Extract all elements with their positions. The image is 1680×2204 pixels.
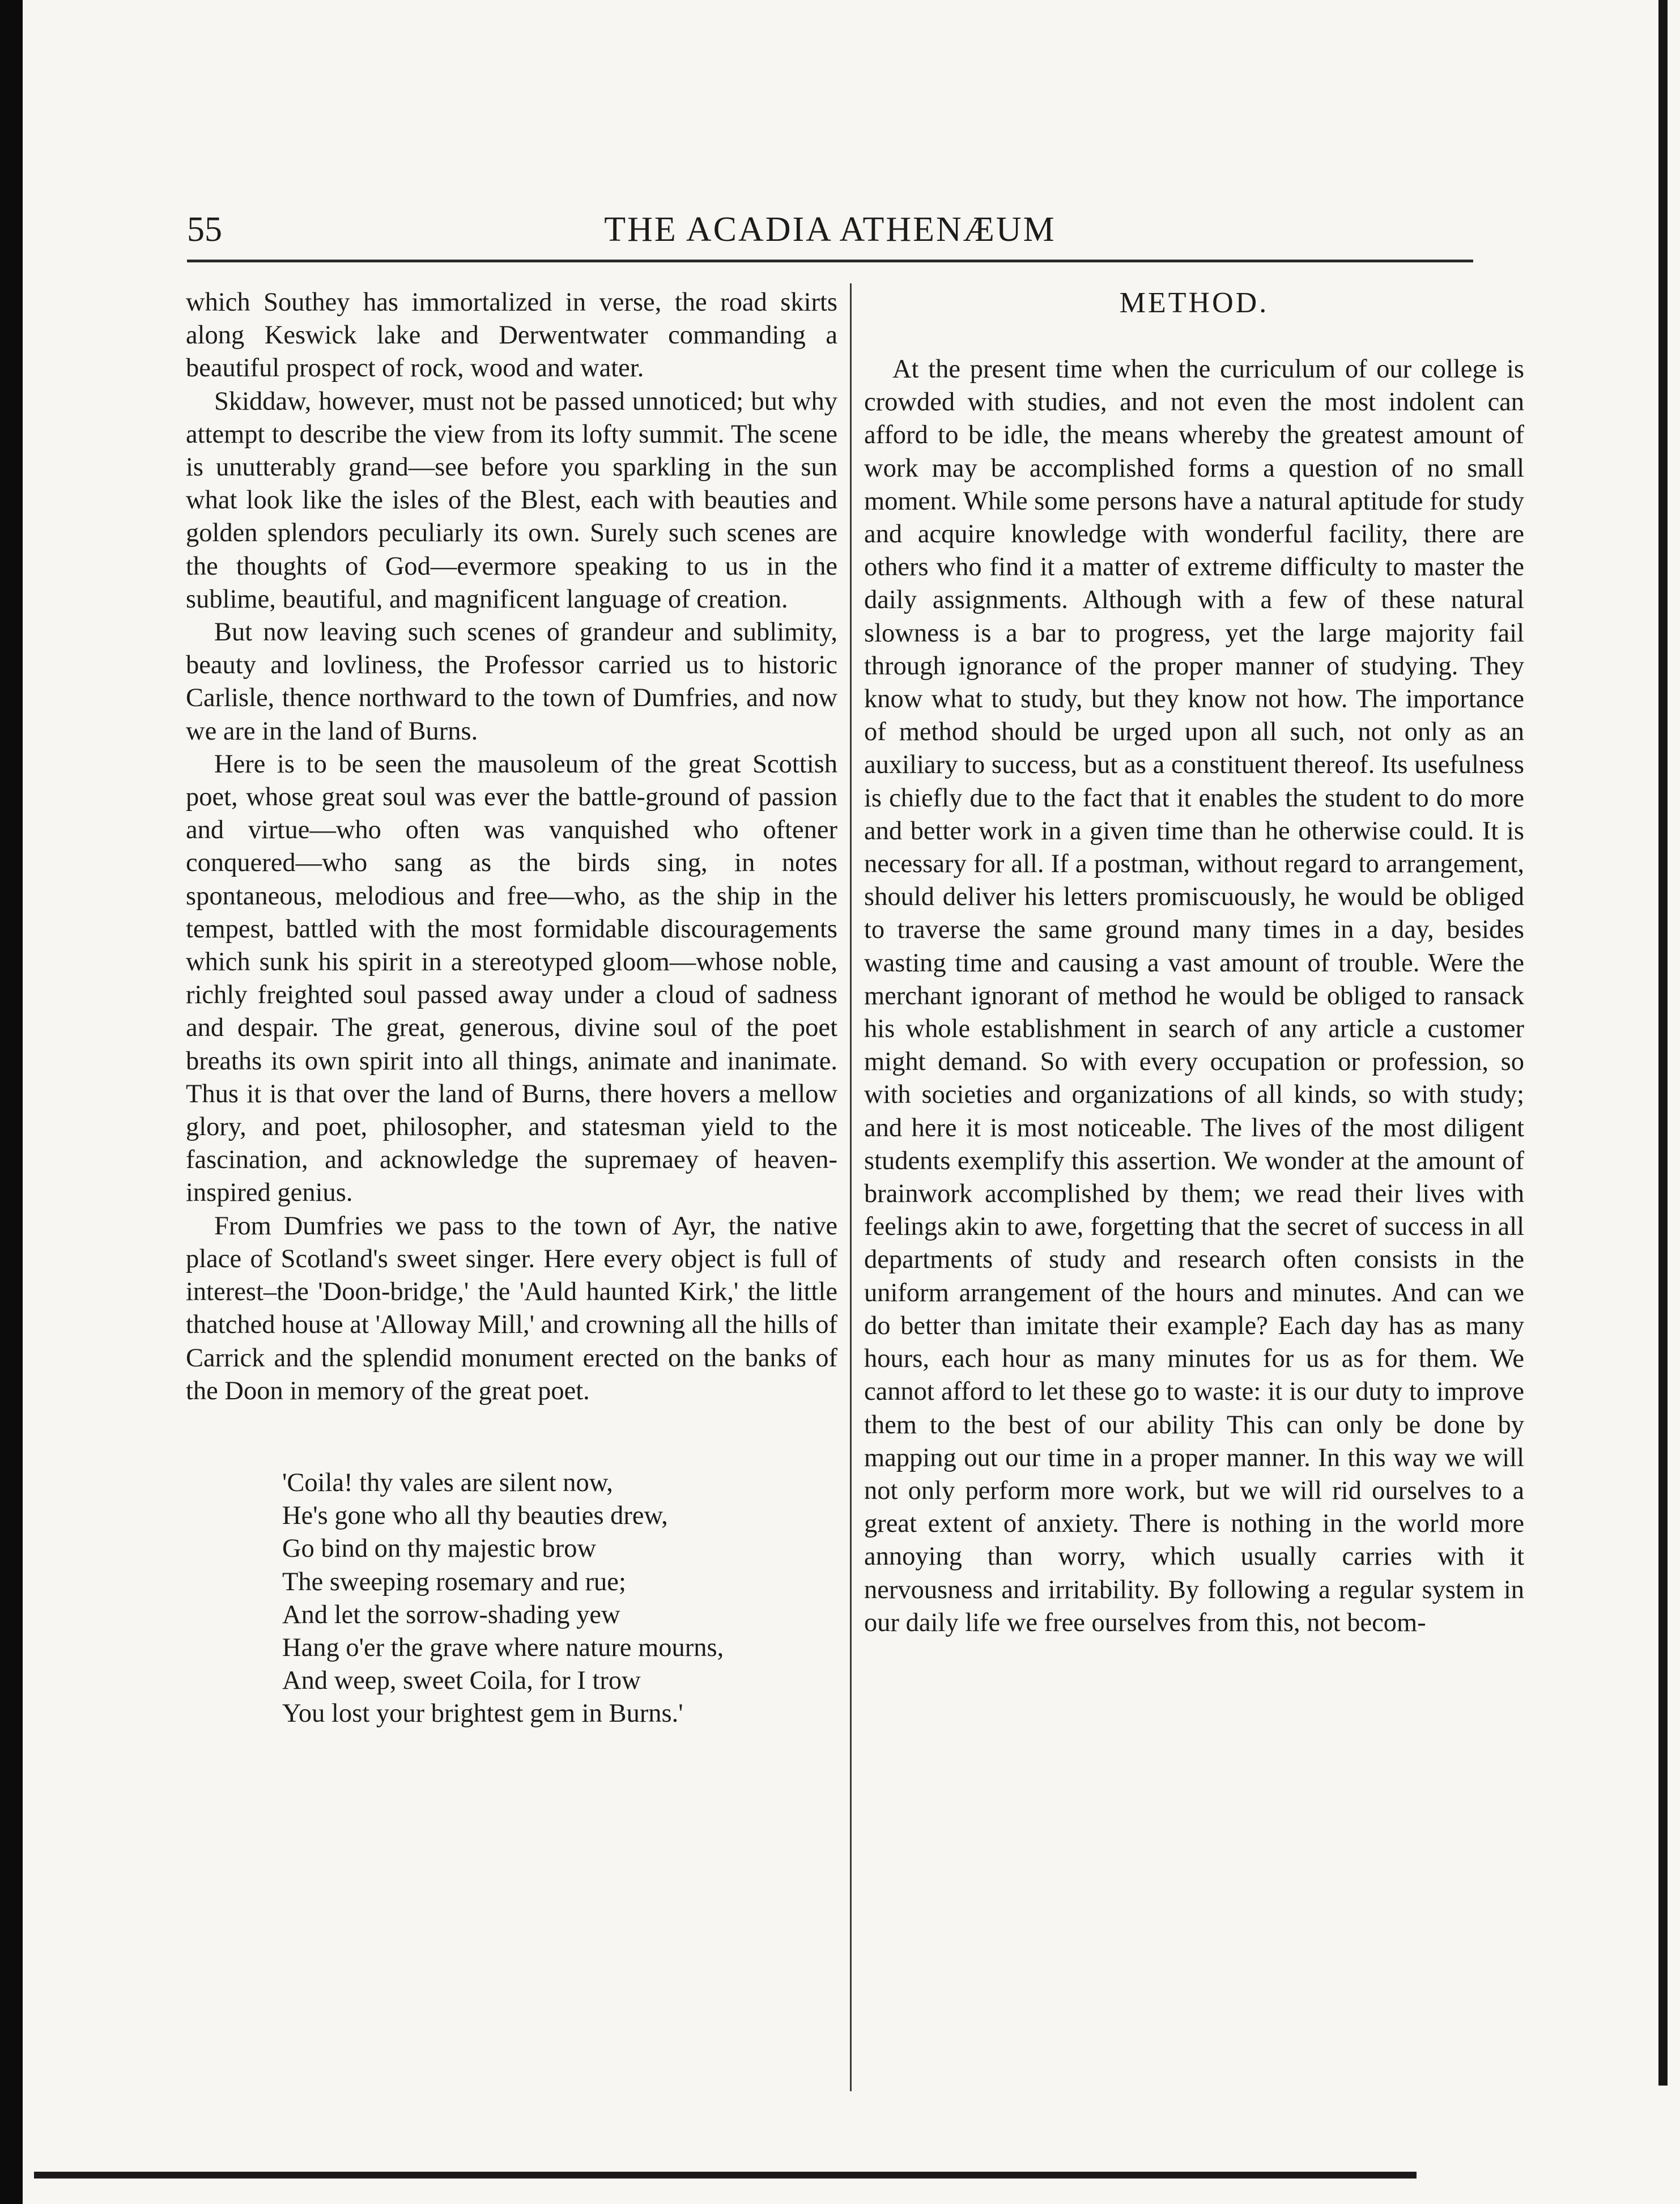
running-title: THE ACADIA ATHENÆUM — [604, 210, 1056, 249]
scan-edge-right — [1658, 0, 1668, 2086]
paragraph: At the present time when the curriculum of our college is crowded with studies, and not even the most indolent can afford to be idle, the means whereby the greatest amount of work may be accomplished forms a question of no small moment. While some persons have a natural aptitude for study and acquire knowledge with wonderful facility, there are others who find it a matter of extreme difficulty to master the daily assignments. Although with a few of these natural slowness is a bar to progress, yet the large majority fail through ignorance of the proper manner of studying. They know what to study, but they know not how. The importance of method should be urged upon all such, not only as an auxiliary to success, but as a constituent thereof. Its usefulness is chiefly due to the fact that it enables the student to do more and better work in a given time than he otherwise could. It is necessary for all. If a postman, without regard to arrangement, should deliver his letters promiscuously, he would be obliged to traverse the same ground many times in a day, besides wasting time and causing a vast amount of trouble. Were the merchant ignorant of method he would be obliged to ransack his whole establishment in search of any article a customer might demand. So with every occupation or profession, so with societies and organizations of all kinds, so with study; and here it is most noticeable. The lives of the most diligent students exemplify this assertion. We wonder at the amount of brainwork accomplished by them; we read their lives with feelings akin to awe, forgetting that the secret of success in all departments of study and research often consists in the uniform arrangement of the hours and minutes. And can we do better than imitate their example? Each day has as many hours, each hour as many minutes for us as for them. We cannot afford to let these go to waste: it is our duty to improve them to the best of our ability This can only be done by mapping out our time in a proper manner. In this way we will not only perform more work, but we will rid ourselves to a great extent of anxiety. There is nothing in the world more annoying than worry, which usually carries with it nervousness and irritability. By following a regular system in our daily life we free ourselves from this, not becom- — [864, 355, 1524, 1637]
poem-line: And weep, sweet Coila, for I trow — [282, 1666, 641, 1696]
paragraph: which Southey has immortalized in verse, the road skirts along Keswick lake and Derwentwater commanding a beautiful prospect of rock, wood and water. — [186, 288, 837, 383]
column-divider — [850, 283, 852, 2091]
paragraph: Here is to be seen the mausoleum of the great Scottish poet, whose great soul was ever the battle-ground of passion and virtue—who often was vanquished who oftener conquered—who sang as the birds sing, in notes spontaneous, melodious and free—who, as the ship in the tempest, battled with the most formidable discouragements which sunk his spirit in a stereotyped gloom—whose noble, richly freighted soul passed away under a cloud of sadness and despair. The great, generous, divine soul of the poet breaths its own spirit into all things, animate and inanimate. Thus it is that over the land of Burns, there hovers a mellow glory, and poet, philosopher, and statesman yield to the fascination, and acknowledge the supremaey of heaven-inspired genius. — [186, 749, 837, 1208]
scan-edge-left — [0, 0, 23, 2204]
section-heading: METHOD. — [1119, 287, 1269, 319]
poem-line: The sweeping rosemary and rue; — [282, 1567, 626, 1596]
paragraph: Skiddaw, however, must not be passed unnoticed; but why attempt to describe the view from its lofty summit. The scene is unutterably grand—see before you sparkling in the sun what look like the isles of the Blest, each with beauties and golden splendors peculiarly its own. Surely such scenes are the thoughts of God—evermore speaking to us in the sublime, beautiful, and magnificent language of creation. — [186, 387, 837, 614]
paragraph: From Dumfries we pass to the town of Ayr, the native place of Scotland's sweet singer. Here every object is full of interest–the 'Doon-bridge,' the 'Auld haunted Kirk,' the little thatched house at 'Alloway Mill,' and crowning all the hills of Carrick and the splendid monument erected on the banks of the Doon in memory of the great poet. — [186, 1211, 837, 1405]
poem-line: You lost your brightest gem in Burns.' — [282, 1699, 683, 1729]
scan-edge-bottom — [34, 2172, 1417, 2178]
right-column — [864, 286, 1524, 1640]
poem-line: 'Coila! thy vales are silent now, — [282, 1468, 613, 1497]
poem-line: He's gone who all thy beauties drew, — [282, 1501, 668, 1531]
left-column — [186, 286, 837, 1731]
page-number: 55 — [187, 210, 222, 249]
poem-line: And let the sorrow-shading yew — [282, 1600, 620, 1629]
poem-line: Go bind on thy majestic brow — [282, 1534, 597, 1564]
page-header — [187, 210, 1473, 261]
paragraph: But now leaving such scenes of grandeur and sublimity, beauty and lovliness, the Professor carried us to historic Carlisle, thence northward to the town of Dumfries, and now we are in the land of Burns. — [186, 618, 837, 746]
header-rule — [187, 260, 1473, 262]
poem-quote — [282, 1467, 837, 1731]
poem-line: Hang o'er the grave where nature mourns, — [282, 1633, 724, 1662]
